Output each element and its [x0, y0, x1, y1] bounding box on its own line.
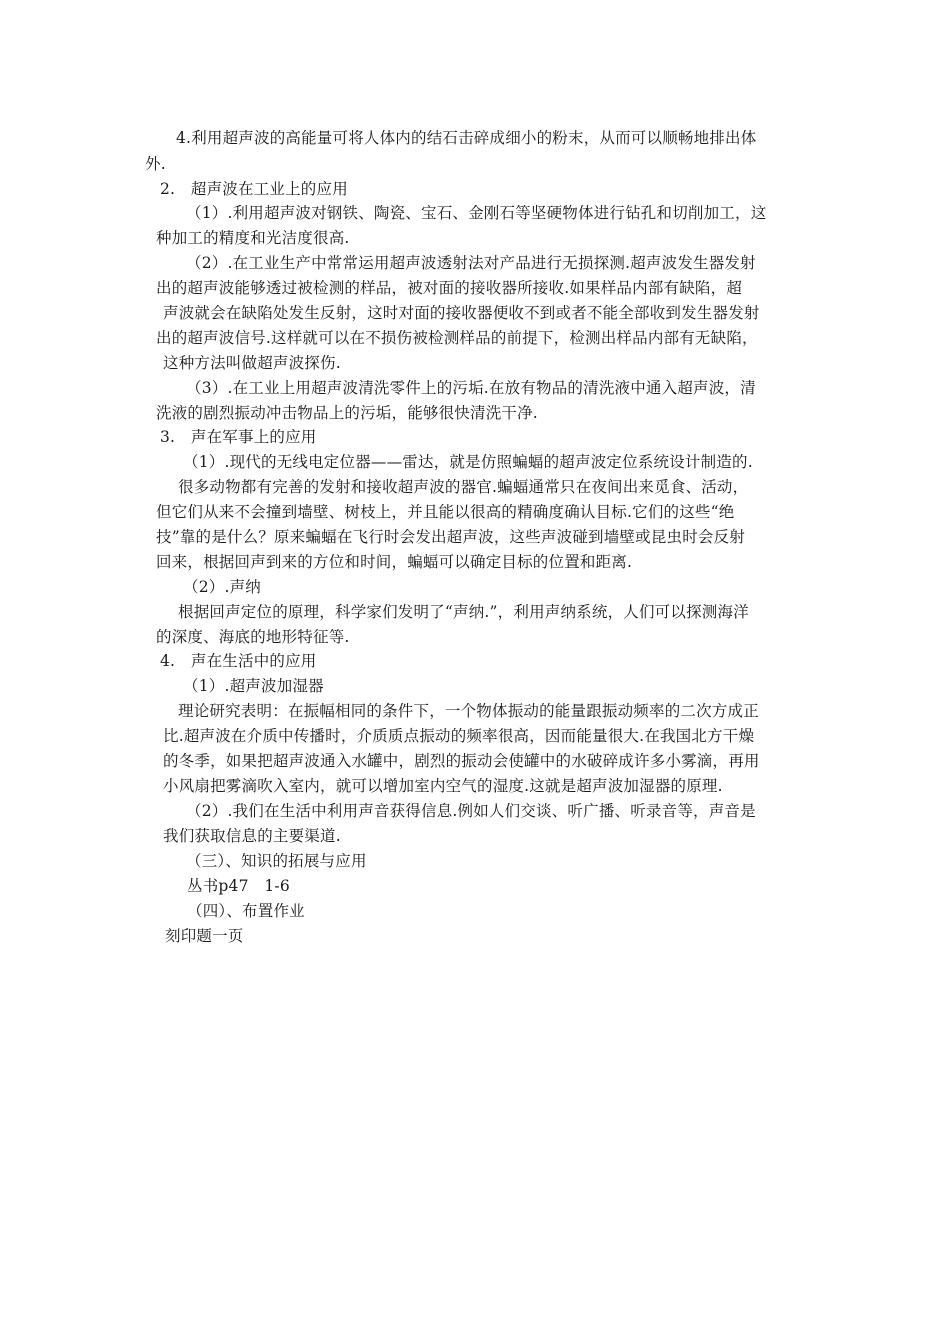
section-heading: 4. 声在生活中的应用 [160, 652, 317, 670]
text-line: 洗液的剧烈振动冲击物品上的污垢，能够很快清洗干净. [156, 404, 538, 422]
text-line: 的冬季，如果把超声波通入水罐中，剧烈的振动会使罐中的水破碎成许多小雾滴，再用 [163, 752, 760, 770]
text-line: （2）.在工业生产中常常运用超声波透射法对产品进行无损探测.超声波发生器发射 [186, 254, 756, 272]
text-line: （1）.利用超声波对钢铁、陶瓷、宝石、金刚石等坚硬物体进行钻孔和切削加工，这 [186, 204, 767, 222]
section-heading: （三）、知识的拓展与应用 [186, 852, 367, 870]
text-line: 比.超声波在介质中传播时，介质质点振动的频率很高，因而能量很大.在我国北方干燥 [163, 727, 755, 745]
text-line: 但它们从来不会撞到墙壁、树枝上，并且能以很高的精确度确认目标.它们的这些“绝 [156, 503, 735, 521]
text-line: 出的超声波能够透过被检测的样品，被对面的接收器所接收.如果样品内部有缺陷，超 [156, 279, 743, 297]
text-line: （1）.超声波加湿器 [183, 677, 324, 695]
text-line: 技”靠的是什么？原来蝙蝠在飞行时会发出超声波，这些声波碰到墙壁或昆虫时会反射 [156, 528, 746, 546]
text-line: 4.利用超声波的高能量可将人体内的结石击碎成细小的粉末，从而可以顺畅地排出体 [176, 129, 757, 147]
text-line: 种加工的精度和光洁度很高. [156, 229, 350, 247]
text-line: 丛书p47 1-6 [187, 877, 290, 895]
text-line: 根据回声定位的原理，科学家们发明了“声纳.”，利用声纳系统，人们可以探测海洋 [178, 603, 749, 621]
text-line: 刻印题一页 [165, 927, 244, 945]
text-line: （2）.声纳 [183, 578, 261, 596]
text-line: 我们获取信息的主要渠道. [163, 827, 341, 845]
text-line: 的深度、海底的地形特征等. [156, 628, 350, 646]
text-line: 回来，根据回声到来的方位和时间，蝙蝠可以确定目标的位置和距离. [156, 553, 633, 571]
text-line: 外. [145, 155, 166, 173]
text-line: （2）.我们在生活中利用声音获得信息.例如人们交谈、听广播、听录音等，声音是 [186, 802, 756, 820]
section-heading: 2. 超声波在工业上的应用 [160, 180, 348, 198]
section-heading: 3. 声在军事上的应用 [160, 428, 317, 446]
text-line: （3）.在工业上用超声波清洗零件上的污垢.在放有物品的清洗液中通入超声波，清 [186, 379, 756, 397]
text-line: 很多动物都有完善的发射和接收超声波的器官.蝙蝠通常只在夜间出来觅食、活动， [178, 478, 749, 496]
text-line: 声波就会在缺陷处发生反射，这时对面的接收器便收不到或者不能全部收到发生器发射 [163, 304, 760, 322]
text-line: 小风扇把雾滴吹入室内，就可以增加室内空气的湿度.这就是超声波加湿器的原理. [163, 777, 723, 795]
text-line: 这种方法叫做超声波探伤. [163, 354, 341, 372]
text-line: 理论研究表明：在振幅相同的条件下，一个物体振动的能量跟振动频率的二次方成正 [178, 702, 759, 720]
section-heading: （四）、布置作业 [187, 902, 305, 920]
text-line: 出的超声波信号.这样就可以在不损伤被检测样品的前提下，检测出样品内部有无缺陷， [156, 329, 758, 347]
text-line: （1）.现代的无线电定位器——雷达，就是仿照蝙蝠的超声波定位系统设计制造的. [183, 453, 753, 471]
